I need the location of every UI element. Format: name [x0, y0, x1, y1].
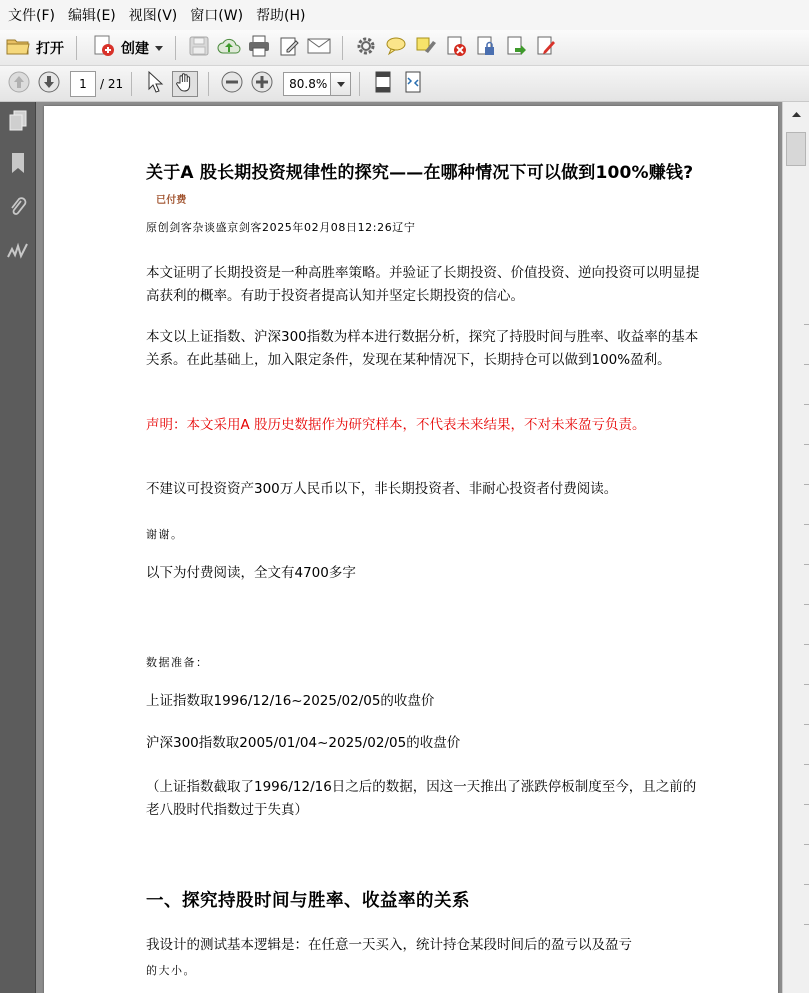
paragraph-csi-range: 沪深300指数取2005/01/04~2025/02/05的收盘价	[146, 735, 461, 751]
highlight-button[interactable]	[413, 35, 439, 61]
settings-button[interactable]	[353, 35, 379, 61]
previous-page-button[interactable]	[6, 71, 32, 97]
hand-icon	[175, 72, 195, 96]
scroll-tick	[804, 684, 809, 685]
email-button[interactable]	[306, 35, 332, 61]
attachments-panel-button[interactable]	[7, 198, 29, 220]
open-button[interactable]	[2, 33, 68, 63]
create-pdf-icon	[91, 34, 115, 62]
paragraph-paid-notice: 以下为付费阅读，全文有4700多字	[146, 565, 356, 581]
save-icon	[188, 35, 210, 61]
paragraph-thanks: 谢谢。	[146, 528, 184, 541]
fit-width-button[interactable]	[400, 71, 426, 97]
paragraph-intro: 本文证明了长期投资是一种高胜率策略。并验证了长期投资、价值投资、逆向投资可以明显提高获利的概率。有助于投资者提高认知并坚定长期投资的信心。	[146, 265, 700, 304]
next-page-button[interactable]	[36, 71, 62, 97]
toolbar-separator	[131, 72, 132, 96]
navigation-toolbar	[0, 66, 809, 102]
scroll-tick	[804, 484, 809, 485]
menu-window[interactable]: 窗口(W)	[190, 8, 244, 24]
paperclip-icon	[9, 196, 27, 222]
scroll-tick	[804, 604, 809, 605]
folder-icon	[6, 36, 30, 60]
main-toolbar	[0, 30, 809, 66]
minus-circle-icon	[221, 71, 243, 97]
paragraph-advice: 不建议可投资资产300万人民币以下，非长期投资者、非耐心投资者付费阅读。	[146, 481, 618, 497]
document-viewer[interactable]	[36, 102, 782, 993]
document-export-icon	[505, 35, 527, 61]
zoom-dropdown-button[interactable]	[331, 72, 351, 96]
scroll-tick	[804, 364, 809, 365]
secure-button[interactable]	[473, 35, 499, 61]
open-label: 打开	[36, 40, 64, 57]
create-button[interactable]	[87, 33, 167, 63]
scroll-tick	[804, 764, 809, 765]
upload-button[interactable]	[216, 35, 242, 61]
document-lock-icon	[475, 35, 497, 61]
chevron-down-icon	[337, 76, 345, 91]
page-total: / 21	[100, 76, 124, 91]
highlighter-icon	[415, 35, 437, 61]
paragraph-test-logic-cont: 的大小。	[146, 964, 196, 977]
zoom-out-button[interactable]	[219, 71, 245, 97]
zoom-level-input[interactable]: 80.8%	[283, 72, 331, 96]
scroll-tick	[804, 524, 809, 525]
scroll-tick	[804, 804, 809, 805]
scroll-tick	[804, 564, 809, 565]
document-remove-icon	[445, 35, 467, 61]
toolbar-separator	[342, 36, 343, 60]
select-tool-button[interactable]	[142, 71, 168, 97]
signature-icon	[7, 242, 29, 264]
arrow-down-icon	[38, 71, 60, 97]
pages-icon	[8, 110, 28, 136]
article-meta: 原创剑客杂谈盛京剑客2025年02月08日12:26辽宁	[146, 221, 416, 234]
chevron-up-icon	[792, 106, 801, 121]
fit-page-icon	[373, 71, 393, 97]
paragraph-test-logic: 我设计的测试基本逻辑是：在任意一天买入，统计持仓某段时间后的盈亏以及盈亏	[146, 937, 632, 953]
envelope-icon	[307, 37, 331, 59]
scroll-tick	[804, 644, 809, 645]
paid-badge: 已付费	[156, 195, 187, 206]
scroll-tick	[804, 324, 809, 325]
remove-button[interactable]	[443, 35, 469, 61]
export-button[interactable]	[503, 35, 529, 61]
menu-help[interactable]: 帮助(H)	[256, 8, 306, 24]
fit-page-button[interactable]	[370, 71, 396, 97]
scroll-tick	[804, 884, 809, 885]
signatures-panel-button[interactable]	[7, 242, 29, 264]
pdf-page	[44, 106, 778, 993]
scroll-tick	[804, 444, 809, 445]
edit-document-icon	[278, 35, 300, 61]
bookmark-icon	[10, 152, 26, 178]
paragraph-data-prep: 数据准备：	[146, 656, 209, 669]
plus-circle-icon	[251, 71, 273, 97]
create-label: 创建	[121, 40, 149, 57]
menu-bar	[0, 0, 809, 30]
menu-view[interactable]: 视图(V)	[128, 8, 178, 24]
toolbar-separator	[208, 72, 209, 96]
scroll-up-button[interactable]	[784, 102, 808, 124]
toolbar-separator	[175, 36, 176, 60]
gear-icon	[356, 36, 376, 60]
hand-tool-button[interactable]	[172, 71, 198, 97]
cloud-upload-icon	[217, 35, 241, 61]
page-number-input[interactable]: 1	[70, 71, 96, 97]
scrollbar-thumb[interactable]	[786, 132, 806, 166]
printer-icon	[247, 35, 271, 61]
scroll-tick	[804, 844, 809, 845]
save-button[interactable]	[186, 35, 212, 61]
toolbar-separator	[76, 36, 77, 60]
toolbar-separator	[359, 72, 360, 96]
paragraph-note: （上证指数截取了1996/12/16日之后的数据，因这一天推出了涨跌停板制度至今，且之前的老八股时代指数过于失真）	[146, 779, 697, 818]
article-title	[146, 161, 706, 213]
pages-panel-button[interactable]	[7, 112, 29, 134]
paragraph-method: 本文以上证指数、沪深300指数为样本进行数据分析，探究了持股时间与胜率、收益率的基本关系。在此基础上，加入限定条件，发现在某种情况下，长期持仓可以做到100%盈利。	[146, 329, 699, 368]
edit-button[interactable]	[276, 35, 302, 61]
chevron-down-icon	[155, 40, 163, 55]
scroll-tick	[804, 724, 809, 725]
sign-button[interactable]	[533, 35, 559, 61]
zoom-in-button[interactable]	[249, 71, 275, 97]
scroll-tick	[804, 924, 809, 925]
paragraph-disclaimer: 声明：本文采用A 股历史数据作为研究样本，不代表未来结果，不对未来盈亏负责。	[146, 417, 646, 433]
document-sign-icon	[535, 35, 557, 61]
section-heading: 一、探究持股时间与胜率、收益率的关系	[146, 891, 470, 911]
scroll-tick	[804, 404, 809, 405]
paragraph-sse-range: 上证指数取1996/12/16~2025/02/05的收盘价	[146, 693, 435, 709]
bookmarks-panel-button[interactable]	[7, 154, 29, 176]
menu-file[interactable]: 文件(F)	[8, 8, 55, 24]
vertical-scrollbar[interactable]	[782, 102, 809, 993]
print-button[interactable]	[246, 35, 272, 61]
menu-edit[interactable]: 编辑(E)	[67, 8, 116, 24]
arrow-up-icon	[8, 71, 30, 97]
article-title-text: 关于A 股长期投资规律性的探究——在哪种情况下可以做到100%赚钱?	[146, 163, 694, 183]
navigation-panel	[0, 102, 36, 993]
cursor-arrow-icon	[146, 71, 164, 97]
comment-button[interactable]	[383, 35, 409, 61]
fit-width-icon	[403, 71, 423, 97]
speech-bubble-icon	[385, 36, 407, 60]
